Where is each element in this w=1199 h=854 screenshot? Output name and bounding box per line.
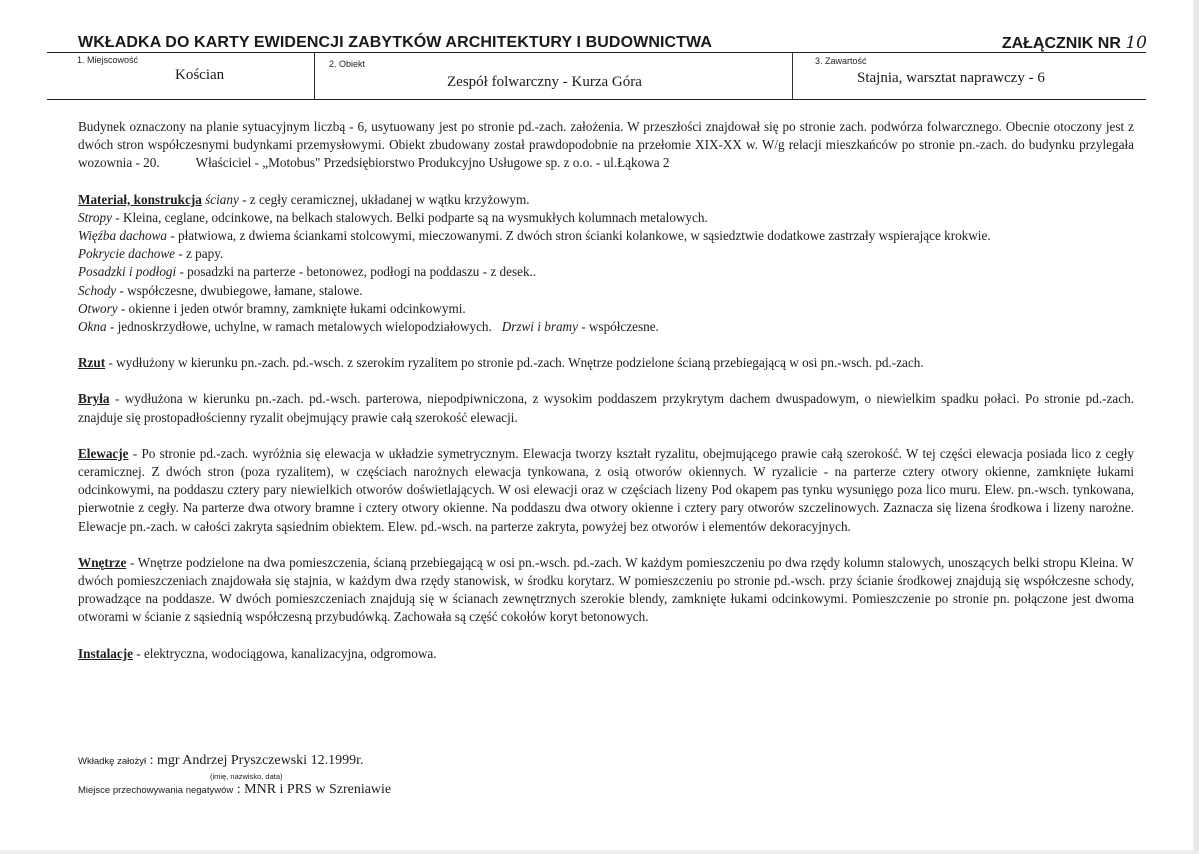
floors-label: Posadzki i podłogi xyxy=(78,264,177,280)
document-title: WKŁADKA DO KARTY EWIDENCJI ZABYTKÓW ARCHITEKTURY I BUDOWNICTWA xyxy=(78,34,713,51)
scan-edge-right xyxy=(1193,0,1199,854)
floors-text: - posadzki na parterze - betonowez, podłogi na poddaszu - z desek.. xyxy=(176,264,537,280)
storage-label: Miejsce przechowywania negatywów xyxy=(78,785,234,796)
scan-edge-bottom xyxy=(0,850,1199,854)
field-locality-value: Kościan xyxy=(175,67,225,83)
truss-line xyxy=(78,227,1134,245)
stairs-label: Schody xyxy=(78,282,117,298)
doors-label: Drzwi i bramy xyxy=(501,319,578,335)
material-section xyxy=(78,191,1134,209)
interior-heading: Wnętrze xyxy=(78,554,127,570)
plan-heading: Rzut xyxy=(78,355,106,371)
interior-section xyxy=(78,554,1134,627)
installations-text: - elektryczna, wodociągowa, kanalizacyjna, odgromowa. xyxy=(132,645,437,661)
truss-text: - płatwiowa, z dwiema ściankami stolcowymi, mieczowanymi. Z dwóch stron ścianki kolankowe, w sąsiedztwie dodatkowe zastrzały wspierające krokwie. xyxy=(167,228,991,244)
roofing-line xyxy=(78,245,1134,263)
windows-label: Okna xyxy=(78,319,107,335)
material-heading: Materiał, konstrukcja xyxy=(78,191,202,207)
storage-value: : MNR i PRS w Szreniawie xyxy=(233,782,392,797)
elevations-section xyxy=(78,445,1134,536)
author-label: Wkładkę założył xyxy=(78,756,147,767)
openings-line xyxy=(78,300,1134,318)
massing-section xyxy=(78,390,1134,426)
intro-text: Budynek oznaczony na planie sytuacyjnym liczbą - 6, usytuowany jest po stronie pd.-zach. założenia. W przeszłości znajdował się po stronie zach. podwórza folwarcznego. Obecnie otoczony jest z dwóch stron współczesnymi budynkami przemysłowymi. Obiekt zbudowany został prawdopodobnie na przełomie XIX-XX w. W/g relacji mieszkańców po stronie pn.-zach. do budynku przylegała wozownia - 20. xyxy=(78,119,1134,171)
openings-text: - okienne i jeden otwór bramny, zamknięte łukami odcinkowymi. xyxy=(117,300,466,316)
elevations-text: - Po stronie pd.-zach. wyróżnia się elewacja w układzie symetrycznym. Elewacja tworzy kształt ryzalitu, obejmującego prawie całą szerokość. W tej części elewacja posiada lico z cegły ceramicznej. Z dwóch stron (poza ryzalitem), w częściach narożnych elewacja tynkowana, z osią otworów okiennych. W ryzalicie - na parterze cztery otwory okienne, zamknięte łukami odcinkowymi, na poddaszu cztery pary niewielkich otworów doświetlających. W osi elewacji oraz w częściach lizeny Pod okapem pas tynku wysunięgo poza lico muru. Elew. pn.-wsch. tynkowana, pierwotnie z cegły. Na parterze dwa otwory bramne i cztery otwory okienne. Na poddaszu dwa otwory okienne i cztery pary otworów szczelinowych. Zaznacza się lizena środkowa i lizeny narożne. Elewacje pn.-zach. w całości zakryta sąsiednim obiektem. Elew. pd.-wsch. na parterze zakryta, powyżej bez otworów i elementów dekoracyjnych. xyxy=(78,445,1134,534)
installations-section xyxy=(78,645,1134,663)
field-content-value: Stajnia, warsztat naprawczy - 6 xyxy=(857,70,1045,86)
openings-label: Otwory xyxy=(78,300,118,316)
field-locality xyxy=(47,53,314,99)
field-content-label: 3. Zawartość xyxy=(815,56,867,66)
field-object-label: 2. Obiekt xyxy=(329,59,366,69)
author-value: : mgr Andrzej Pryszczewski 12.1999r. xyxy=(146,753,364,768)
truss-label: Więźba dachowa xyxy=(78,228,168,244)
author-line xyxy=(78,753,391,771)
ceilings-label: Stropy xyxy=(78,209,112,225)
installations-heading: Instalacje xyxy=(78,645,133,661)
massing-heading: Bryła xyxy=(78,391,110,407)
owner-text: Właściciel - „Motobus" Przedsiębiorstwo Produkcyjno Usługowe sp. z o.o. - ul.Łąkowa 2 xyxy=(195,155,670,171)
field-object-value: Zespół folwarczny - Kurza Góra xyxy=(447,74,642,90)
roofing-label: Pokrycie dachowe xyxy=(78,246,176,262)
header-fields xyxy=(47,52,1146,100)
document-body xyxy=(78,118,1134,663)
plan-section xyxy=(78,354,1134,372)
walls-label: ściany xyxy=(205,191,239,207)
plan-text: - wydłużony w kierunku pn.-zach. pd.-wsch. z szerokim ryzalitem po stronie pd.-zach. Wnętrze podzielone ścianą przebiegającą w osi pn.-wsch. pd.-zach. xyxy=(105,355,924,371)
document-footer xyxy=(78,753,391,800)
windows-line xyxy=(78,318,1134,336)
field-locality-label: 1. Miejscowość xyxy=(77,55,139,65)
windows-text: - jednoskrzydłowe, uchylne, w ramach metalowych wielopodziałowych. xyxy=(106,319,492,335)
intro-paragraph xyxy=(78,118,1134,173)
field-content xyxy=(792,53,1146,99)
annex-number-value: 10 xyxy=(1125,33,1147,53)
interior-text: - Wnętrze podzielone na dwa pomieszczenia, ścianą przebiegającą w osi pn.-wsch. pd.-zach. W każdym pomieszczeniu po dwa rzędy kolumn stalowych, unoszących belki stropu Kleina. W dwóch pomieszczeniach znajdowała się stajnia, w każdym dwa rzędy stanowisk, w środku korytarz. W pomieszczeniu po stronie pd.-wsch. przy ścianie środkowej znajdują się współczesne schody, prowadzące na poddasze. W dwóch pomieszczeniach znajdują się w ścianach zewnętrznych szerokie blendy, zamknięte łukami odcinkowymi. Pomieszczenie po stronie pn. połączone jest dwoma otworami w ścianie z sąsiednią współczesną przybudówką. Zachowała są część cokołów koryt betonowych. xyxy=(78,554,1134,625)
stairs-text: - współczesne, dwubiegowe, łamane, stalowe. xyxy=(116,282,363,298)
ceilings-text: - Kleina, ceglane, odcinkowe, na belkach stalowych. Belki podparte są na wysmukłych kolumnach metalowych. xyxy=(111,209,708,225)
author-hint: (imię, nazwisko, data) xyxy=(210,772,283,781)
annex-number xyxy=(1002,33,1147,53)
elevations-heading: Elewacje xyxy=(78,445,129,461)
field-object xyxy=(314,53,792,99)
annex-label: ZAŁĄCZNIK NR xyxy=(1001,35,1126,52)
massing-text: - wydłużona w kierunku pn.-zach. pd.-wsch. parterowa, niepodpiwniczona, z wysokim poddaszem przykrytym dachem dwuspadowym, o niewielkim spadku połaci. Po stronie pd.-zach. znajduje się prostopadłościenny ryzalit obejmujący prawie całą szerokość elewacji. xyxy=(78,391,1134,425)
roofing-text: - z papy. xyxy=(175,246,224,262)
ceilings-line xyxy=(78,209,1134,227)
stairs-line xyxy=(78,282,1134,300)
doors-text: - współczesne. xyxy=(577,319,659,335)
walls-text: - z cegły ceramicznej, układanej w wątku krzyżowym. xyxy=(238,191,530,207)
floors-line xyxy=(78,263,1134,281)
storage-line xyxy=(78,782,391,800)
